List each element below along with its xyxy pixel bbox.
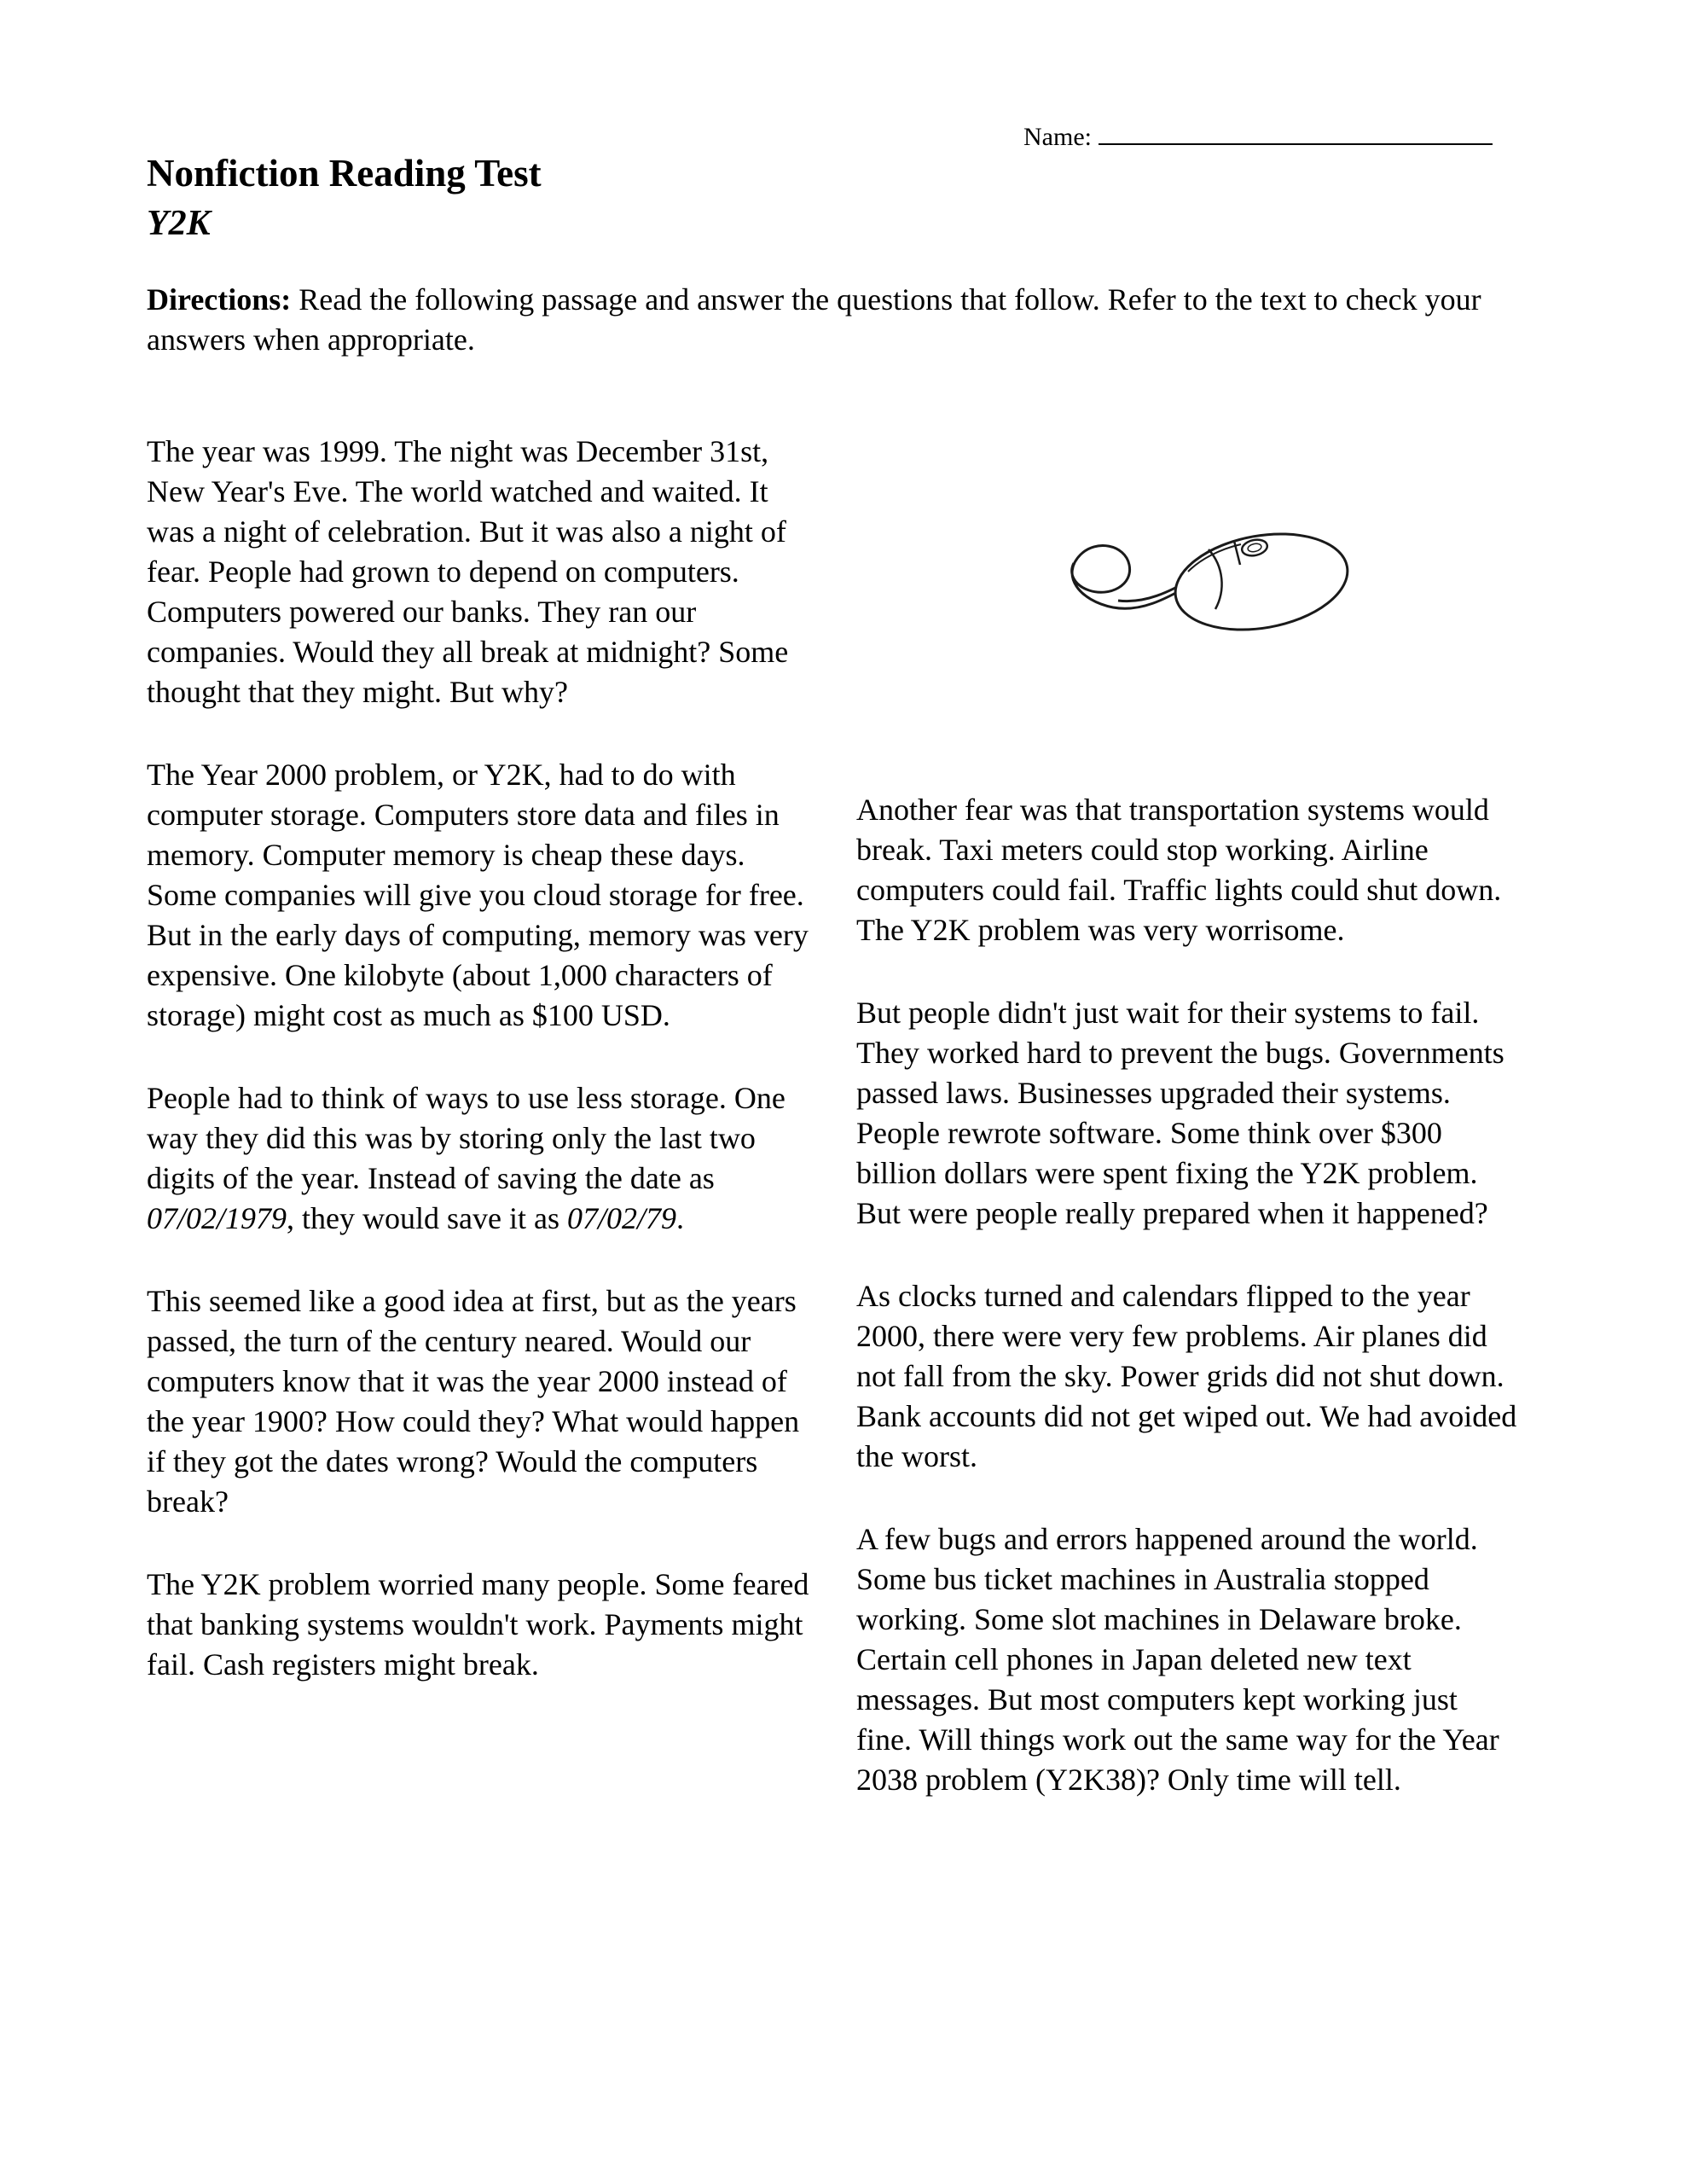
name-label: Name:: [1023, 123, 1092, 151]
left-column: [147, 432, 822, 1800]
italic-date-short: 07/02/79: [566, 1201, 676, 1235]
paragraph: As clocks turned and calendars flipped to the year 2000, there were very few problems. Air planes did not fall from the sky. Power grids did not shut down. Bank accounts did not get wiped out. We had avoided the worst.: [856, 1279, 1517, 1473]
paragraph-text: .: [675, 1201, 684, 1235]
paragraph: This seemed like a good idea at first, but as the years passed, the turn of the century neared. Would our computers know that it was the year 2000 instead of the year 1900? How could they? What would happen if they got the dates wrong? Would the computers break?: [147, 1284, 800, 1519]
paragraph: Another fear was that transportation systems would break. Taxi meters could stop working. Airline computers could fail. Traffic lights could shut down. The Y2K problem was very worrisome.: [856, 793, 1502, 947]
passage-columns: [147, 432, 1517, 1800]
directions: [147, 280, 1511, 360]
italic-date-full: 07/02/1979: [147, 1201, 287, 1235]
paragraph: The Y2K problem worried many people. Some feared that banking systems wouldn't work. Payments might fail. Cash registers might break.: [147, 1567, 809, 1682]
page-title: Nonfiction Reading Test: [147, 152, 542, 195]
directions-text: Read the following passage and answer the questions that follow. Refer to the text to check your answers when appropriate.: [147, 282, 1481, 357]
paragraph: The Year 2000 problem, or Y2K, had to do with computer storage. Computers store data and files in memory. Computer memory is cheap these days. Some companies will give you cloud storage for free. But in the early days of computing, memory was very expensive. One kilobyte (about 1,000 characters of storage) might cost as much as $100 USD.: [147, 758, 809, 1032]
computer-mouse-icon: [1006, 500, 1364, 671]
paragraph: [147, 1078, 822, 1239]
name-field-row: [1023, 119, 1493, 152]
paragraph: A few bugs and errors happened around the world. Some bus ticket machines in Australia stopped working. Some slot machines in Delaware broke. Certain cell phones in Japan deleted new text messages. But most computers kept working just fine. Will things work out the same way for the Year 2038 problem (Y2K38)? Only time will tell.: [856, 1522, 1499, 1797]
paragraph: The year was 1999. The night was December 31st, New Year's Eve. The world watched and waited. It was a night of celebration. But it was also a night of fear. People had grown to depend on computers. Computers powered our banks. They ran our companies. Would they all break at midnight? Some thought that they might. But why?: [147, 434, 789, 709]
name-blank-line: [1099, 119, 1493, 145]
page-header: [147, 152, 542, 244]
page-subtitle: Y2K: [147, 203, 211, 243]
right-column: [856, 432, 1517, 1800]
mouse-illustration: [856, 432, 1517, 790]
directions-label: Directions:: [147, 282, 292, 317]
paragraph-text: People had to think of ways to use less storage. One way they did this was by storing only the last two digits of the year. Instead of saving the date as: [147, 1081, 786, 1195]
paragraph: But people didn't just wait for their systems to fail. They worked hard to prevent the bugs. Governments passed laws. Businesses upgraded their systems. People rewrote software. Some think over $300 billion dollars were spent fixing the Y2K problem. But were people really prepared when it happened?: [856, 996, 1504, 1230]
paragraph-text: , they would save it as: [287, 1201, 567, 1235]
